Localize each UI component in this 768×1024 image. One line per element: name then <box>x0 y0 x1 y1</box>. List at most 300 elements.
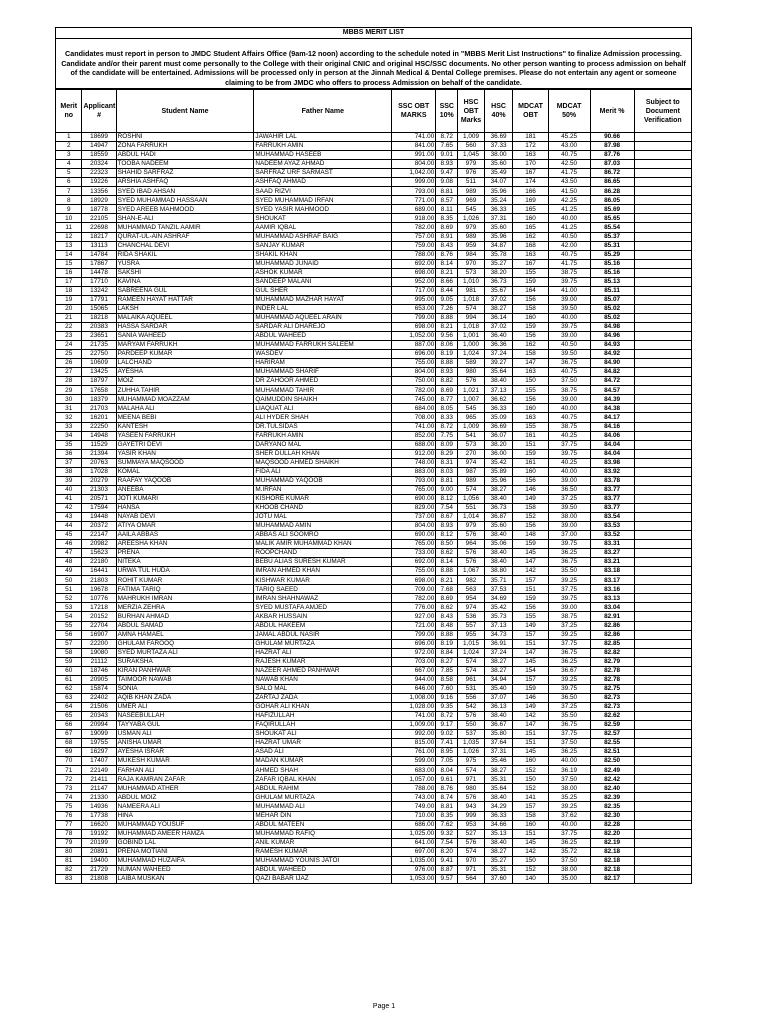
table-cell: 18 <box>56 286 82 295</box>
table-cell: ZAFAR IQBAL KHAN <box>254 775 392 784</box>
table-cell: 40.00 <box>548 820 590 829</box>
table-cell <box>634 368 691 377</box>
table-cell: 18218 <box>82 313 116 322</box>
table-cell: 82.73 <box>590 693 634 702</box>
table-cell: 13 <box>56 241 82 250</box>
table-cell: ANIL KUMAR <box>254 838 392 847</box>
table-cell: MAQSOOD AHMED SHAIKH <box>254 458 392 467</box>
table-cell: 35.50 <box>548 712 590 721</box>
table-row <box>56 341 692 350</box>
table-cell: 37.50 <box>548 856 590 865</box>
table-row <box>56 684 692 693</box>
table-cell: RAAFAY YAQOOB <box>116 476 254 485</box>
table-cell: 804.00 <box>392 522 436 531</box>
table-cell: 38.75 <box>548 268 590 277</box>
table-cell <box>634 702 691 711</box>
table-cell <box>634 766 691 775</box>
table-cell: 9.01 <box>436 151 458 160</box>
table-cell <box>634 395 691 404</box>
table-cell: 35.60 <box>484 522 513 531</box>
table-cell: 159 <box>513 449 548 458</box>
table-cell: 37.53 <box>484 585 513 594</box>
table-cell: AHMED SHAH <box>254 766 392 775</box>
table-cell: 19080 <box>82 648 116 657</box>
table-cell: 35.71 <box>484 576 513 585</box>
table-cell: 87.98 <box>590 142 634 151</box>
table-cell: 83.98 <box>590 458 634 467</box>
table-row <box>56 693 692 702</box>
table-cell: TARIQ SAEED <box>254 585 392 594</box>
table-cell: 21729 <box>82 865 116 874</box>
table-cell: 160 <box>513 820 548 829</box>
column-header: Applicant # <box>82 90 116 133</box>
table-cell: 63 <box>56 693 82 702</box>
table-cell: 181 <box>513 133 548 142</box>
table-cell: 750.00 <box>392 377 436 386</box>
table-cell: 9.47 <box>436 169 458 178</box>
table-cell: 158 <box>513 811 548 820</box>
table-cell: 8.76 <box>436 784 458 793</box>
table-cell: HAFIZULLAH <box>254 712 392 721</box>
table-cell: 20571 <box>82 494 116 503</box>
table-cell: 545 <box>458 404 484 413</box>
merit-list-sheet <box>55 27 692 884</box>
table-cell: 38.27 <box>484 666 513 675</box>
column-header: Subject to Document Verification <box>634 90 691 133</box>
table-cell: 36.67 <box>484 721 513 730</box>
table-row <box>56 757 692 766</box>
table-cell: 62 <box>56 684 82 693</box>
table-cell: 7.41 <box>436 739 458 748</box>
table-cell <box>634 621 691 630</box>
table-cell: 41 <box>56 494 82 503</box>
table-cell: 743.00 <box>392 793 436 802</box>
table-cell: 755.00 <box>392 359 436 368</box>
table-cell: 39.50 <box>548 304 590 313</box>
table-cell: HAZRAT UMAR <box>254 739 392 748</box>
table-cell <box>634 322 691 331</box>
table-cell <box>634 693 691 702</box>
table-row <box>56 748 692 757</box>
table-row <box>56 458 692 467</box>
table-cell: 8.81 <box>436 187 458 196</box>
table-cell: 980 <box>458 368 484 377</box>
table-cell: 7.05 <box>436 757 458 766</box>
table-cell: AREESHA KHAN <box>116 540 254 549</box>
table-cell: 7.85 <box>436 666 458 675</box>
table-cell: 157 <box>513 675 548 684</box>
table-cell: 86.72 <box>590 169 634 178</box>
table-cell: 9.16 <box>436 693 458 702</box>
table-cell: 39.27 <box>484 359 513 368</box>
table-cell: RIDA SHAKIL <box>116 250 254 259</box>
table-row <box>56 739 692 748</box>
table-cell: 84.17 <box>590 413 634 422</box>
table-cell: 75 <box>56 802 82 811</box>
table-cell: 21 <box>56 313 82 322</box>
table-cell: 696.00 <box>392 350 436 359</box>
table-cell: ZUHHA TAHIR <box>116 386 254 395</box>
table-row <box>56 702 692 711</box>
table-cell <box>634 829 691 838</box>
table-cell: 541 <box>458 431 484 440</box>
table-cell: YASIR KHAN <box>116 449 254 458</box>
table-cell: 169 <box>513 196 548 205</box>
table-cell: 981 <box>458 286 484 295</box>
table-cell: 156 <box>513 603 548 612</box>
table-cell: MUHAMMAD YOUNIS JATOI <box>254 856 392 865</box>
table-cell: UMER ALI <box>116 702 254 711</box>
table-cell: 2 <box>56 142 82 151</box>
table-cell: 7.68 <box>436 585 458 594</box>
table-cell: 149 <box>513 621 548 630</box>
table-cell: 18797 <box>82 377 116 386</box>
table-cell: SHAHID SARFRAZ <box>116 169 254 178</box>
table-cell <box>634 784 691 793</box>
table-cell <box>634 540 691 549</box>
table-row <box>56 503 692 512</box>
table-row <box>56 531 692 540</box>
table-cell: 36.50 <box>548 485 590 494</box>
table-cell: ANISHA UMAR <box>116 739 254 748</box>
table-cell: 145 <box>513 657 548 666</box>
table-cell: 1,018 <box>458 295 484 304</box>
table-cell: 44 <box>56 522 82 531</box>
table-cell: 82.75 <box>590 684 634 693</box>
table-cell: 689.00 <box>392 205 436 214</box>
table-row <box>56 196 692 205</box>
table-cell: 37 <box>56 458 82 467</box>
table-cell: 969 <box>458 196 484 205</box>
table-cell: 1,010 <box>458 277 484 286</box>
table-cell <box>634 820 691 829</box>
table-cell: 8.11 <box>436 205 458 214</box>
table-cell: 8.14 <box>436 558 458 567</box>
table-cell: 22323 <box>82 169 116 178</box>
table-cell: AAILA ABBAS <box>116 531 254 540</box>
table-cell: 8.76 <box>436 250 458 259</box>
table-cell: 35.24 <box>484 196 513 205</box>
table-cell: 9.05 <box>436 295 458 304</box>
table-row <box>56 829 692 838</box>
table-cell <box>634 775 691 784</box>
table-cell: 8.69 <box>436 594 458 603</box>
table-cell: 8.88 <box>436 630 458 639</box>
table-cell <box>634 313 691 322</box>
table-cell: MUHAMMAD FARRUKH SALEEM <box>254 341 392 350</box>
table-cell: 39.00 <box>548 603 590 612</box>
table-cell: 20383 <box>82 322 116 331</box>
table-cell: 8.72 <box>436 133 458 142</box>
table-cell: 972.00 <box>392 648 436 657</box>
table-cell: 154 <box>513 666 548 675</box>
table-cell: 160 <box>513 313 548 322</box>
table-cell: 82.18 <box>590 856 634 865</box>
table-cell <box>634 467 691 476</box>
table-cell: 641.00 <box>392 838 436 847</box>
table-row <box>56 350 692 359</box>
table-cell: 1,009 <box>458 422 484 431</box>
table-cell: 155 <box>513 386 548 395</box>
table-cell: 38.00 <box>548 512 590 521</box>
table-cell: 8.19 <box>436 639 458 648</box>
table-cell: 36.75 <box>548 359 590 368</box>
table-cell: 793.00 <box>392 476 436 485</box>
table-cell: 22250 <box>82 422 116 431</box>
table-cell: ARSHIA ASHFAQ <box>116 178 254 187</box>
table-cell: 574 <box>458 847 484 856</box>
table-cell: 84.90 <box>590 359 634 368</box>
table-cell: 38.27 <box>484 304 513 313</box>
table-cell: 38.40 <box>484 377 513 386</box>
table-row <box>56 657 692 666</box>
table-row <box>56 775 692 784</box>
table-cell: 918.00 <box>392 214 436 223</box>
table-cell: 55 <box>56 621 82 630</box>
table-row <box>56 277 692 286</box>
table-cell: SYED MUHAMMAD HASSAAN <box>116 196 254 205</box>
table-cell: 40.50 <box>548 341 590 350</box>
table-cell: 545 <box>458 205 484 214</box>
table-cell: 152 <box>513 784 548 793</box>
table-cell: 85.54 <box>590 223 634 232</box>
table-cell: 20152 <box>82 612 116 621</box>
table-cell <box>634 494 691 503</box>
table-cell: 150 <box>513 856 548 865</box>
table-cell: 991.00 <box>392 151 436 160</box>
table-cell: 82.19 <box>590 838 634 847</box>
table-row <box>56 178 692 187</box>
table-cell: 576 <box>458 549 484 558</box>
table-cell: 1 <box>56 133 82 142</box>
table-cell: MUHAMMAD MAZHAR HAYAT <box>254 295 392 304</box>
table-cell: BURHAN AHMAD <box>116 612 254 621</box>
table-cell: 748.00 <box>392 458 436 467</box>
table-cell <box>634 259 691 268</box>
table-cell: 708.00 <box>392 413 436 422</box>
table-cell: 167 <box>513 259 548 268</box>
table-cell: 84.39 <box>590 395 634 404</box>
table-cell: USMAN ALI <box>116 730 254 739</box>
table-cell: 83.77 <box>590 485 634 494</box>
table-row <box>56 304 692 313</box>
table-cell: 1,042.00 <box>392 169 436 178</box>
table-cell: CHANCHAL DEVI <box>116 241 254 250</box>
table-row <box>56 395 692 404</box>
table-cell: 83.77 <box>590 494 634 503</box>
table-cell: 733.00 <box>392 549 436 558</box>
table-cell: 20199 <box>82 838 116 847</box>
table-cell: 1,024 <box>458 648 484 657</box>
table-cell: 771.00 <box>392 196 436 205</box>
table-cell: HANSA <box>116 503 254 512</box>
table-row <box>56 232 692 241</box>
table-cell <box>634 558 691 567</box>
table-cell: MUHAMMAD TANZIL AAMIR <box>116 223 254 232</box>
table-cell: 156 <box>513 395 548 404</box>
table-cell: 8.87 <box>436 865 458 874</box>
table-cell: 1,067 <box>458 567 484 576</box>
table-cell: ANEEBA <box>116 485 254 494</box>
table-cell: 576 <box>458 531 484 540</box>
table-cell: NAMEERA ALI <box>116 802 254 811</box>
table-cell: 83.04 <box>590 603 634 612</box>
table-cell: MUHAMMAD YOUSUF <box>116 820 254 829</box>
table-cell: 18559 <box>82 151 116 160</box>
table-cell: 8.50 <box>436 540 458 549</box>
table-row <box>56 712 692 721</box>
table-cell: 46 <box>56 540 82 549</box>
table-cell: MUHAMMAD JUNAID <box>254 259 392 268</box>
table-cell: 160 <box>513 214 548 223</box>
table-cell: 20279 <box>82 476 116 485</box>
table-cell: 34.07 <box>484 178 513 187</box>
table-cell <box>634 847 691 856</box>
table-cell: 35.31 <box>484 865 513 874</box>
table-cell: 37.25 <box>548 702 590 711</box>
table-cell: 79 <box>56 838 82 847</box>
table-cell: 36.50 <box>548 693 590 702</box>
table-cell: WASDEV <box>254 350 392 359</box>
table-cell: 84.04 <box>590 440 634 449</box>
table-cell: 6 <box>56 178 82 187</box>
table-cell: 1,035.00 <box>392 856 436 865</box>
table-cell: 8.12 <box>436 531 458 540</box>
table-row <box>56 142 692 151</box>
table-cell: 56 <box>56 630 82 639</box>
table-cell: 85.02 <box>590 304 634 313</box>
table-cell: 19099 <box>82 730 116 739</box>
table-cell: AAMIR IQBAL <box>254 223 392 232</box>
table-cell: 38.00 <box>484 151 513 160</box>
table-cell: 7.65 <box>436 142 458 151</box>
table-cell: 86.28 <box>590 187 634 196</box>
table-cell: 84.72 <box>590 377 634 386</box>
table-row <box>56 666 692 675</box>
table-cell: 36.25 <box>548 748 590 757</box>
table-cell: 793.00 <box>392 187 436 196</box>
table-cell: 40 <box>56 485 82 494</box>
table-cell: 8.62 <box>436 603 458 612</box>
table-cell: ABDUL HADI <box>116 151 254 160</box>
table-cell: SALO MAL <box>254 684 392 693</box>
table-cell: 85.07 <box>590 295 634 304</box>
table-cell: 76 <box>56 811 82 820</box>
table-cell: 692.00 <box>392 558 436 567</box>
table-cell: 40.50 <box>548 232 590 241</box>
table-cell: 38.40 <box>484 549 513 558</box>
table-cell: QAZI BABAR IJAZ <box>254 874 392 883</box>
table-cell: ABBAS ALI SOOMRO <box>254 531 392 540</box>
table-cell: 65 <box>56 712 82 721</box>
table-cell: 35.96 <box>484 476 513 485</box>
table-cell: 8.74 <box>436 793 458 802</box>
table-cell: 698.00 <box>392 576 436 585</box>
table-cell: 36.91 <box>484 639 513 648</box>
table-cell: SURAKSHA <box>116 657 254 666</box>
table-cell <box>634 512 691 521</box>
table-cell: 39.00 <box>548 295 590 304</box>
table-cell: 8.44 <box>436 286 458 295</box>
table-cell: 17791 <box>82 295 116 304</box>
table-cell: 150 <box>513 377 548 386</box>
table-cell: 741.00 <box>392 712 436 721</box>
table-cell: 34.29 <box>484 802 513 811</box>
table-row <box>56 567 692 576</box>
table-cell: 157 <box>513 630 548 639</box>
table-cell: 980 <box>458 784 484 793</box>
table-cell: 953 <box>458 820 484 829</box>
table-cell: SANDEEP MALANI <box>254 277 392 286</box>
table-cell: 38.75 <box>548 612 590 621</box>
table-cell: 85.69 <box>590 205 634 214</box>
table-cell: 829.00 <box>392 503 436 512</box>
table-cell <box>634 341 691 350</box>
table-cell: 82.78 <box>590 666 634 675</box>
table-cell: KHOOB CHAND <box>254 503 392 512</box>
table-cell: 745.00 <box>392 395 436 404</box>
table-cell: 87.76 <box>590 151 634 160</box>
table-cell: 37.50 <box>548 775 590 784</box>
table-row <box>56 784 692 793</box>
table-cell: 15874 <box>82 684 116 693</box>
table-cell <box>634 142 691 151</box>
table-cell: 82.57 <box>590 730 634 739</box>
table-cell: 35.96 <box>484 187 513 196</box>
table-cell: 150 <box>513 775 548 784</box>
table-cell: 965 <box>458 413 484 422</box>
table-cell: 982 <box>458 576 484 585</box>
table-cell: 1,018 <box>458 322 484 331</box>
table-cell: 155 <box>513 612 548 621</box>
table-cell <box>634 449 691 458</box>
table-cell: 38.40 <box>484 494 513 503</box>
table-cell: MALIK AMIR MUHAMMAD KHAN <box>254 540 392 549</box>
table-cell: 8.35 <box>436 811 458 820</box>
table-cell: FATIMA TARIQ <box>116 585 254 594</box>
table-cell: 35.13 <box>484 829 513 838</box>
table-cell: 51 <box>56 585 82 594</box>
table-row <box>56 793 692 802</box>
table-cell: 82.30 <box>590 811 634 820</box>
table-row <box>56 721 692 730</box>
table-row <box>56 431 692 440</box>
table-cell: 82.85 <box>590 639 634 648</box>
table-cell: 82.18 <box>590 865 634 874</box>
table-cell: 852.00 <box>392 431 436 440</box>
table-cell: NAWAB KHAN <box>254 675 392 684</box>
table-cell: 42 <box>56 503 82 512</box>
table-row <box>56 241 692 250</box>
table-cell: 804.00 <box>392 160 436 169</box>
table-cell: 20891 <box>82 847 116 856</box>
table-cell <box>634 404 691 413</box>
table-row <box>56 322 692 331</box>
table-row <box>56 449 692 458</box>
table-cell: 83.31 <box>590 540 634 549</box>
table-cell: 38 <box>56 467 82 476</box>
table-cell: 29 <box>56 386 82 395</box>
table-cell: 66 <box>56 721 82 730</box>
table-cell: ASHOK KUMAR <box>254 268 392 277</box>
table-cell: 82.62 <box>590 712 634 721</box>
table-cell: 84.98 <box>590 322 634 331</box>
table-cell: IMRAN SHAHNAWAZ <box>254 594 392 603</box>
table-cell: 82.28 <box>590 820 634 829</box>
table-cell: NAZEER AHMED PANHWAR <box>254 666 392 675</box>
table-cell <box>634 241 691 250</box>
table-cell: 717.00 <box>392 286 436 295</box>
